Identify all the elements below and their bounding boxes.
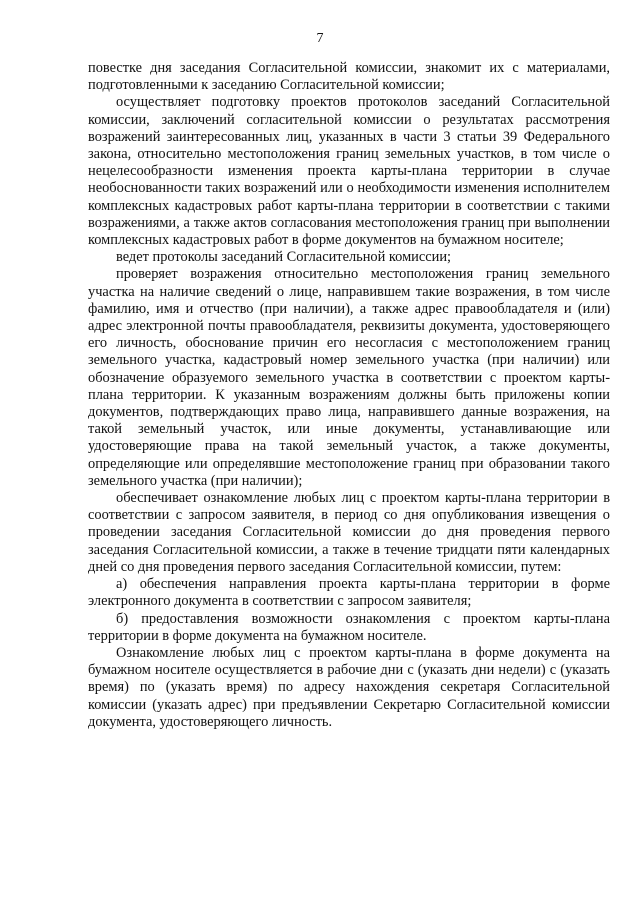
page-number: 7 bbox=[316, 31, 324, 46]
paragraph: б) предоставления возможности ознакомления с проектом карты-плана территории в форме документа на бумажном носителе. bbox=[88, 610, 610, 644]
document-body bbox=[88, 60, 610, 731]
paragraph: а) обеспечения направления проекта карты-плана территории в форме электронного документа в соответствии с запросом заявителя; bbox=[88, 576, 610, 610]
paragraph: проверяет возражения относительно местоположения границ земельного участка на наличие сведений о лице, направившем такие возражения, в том числе фамилию, имя и отчество (при наличии), а также адрес правообладателя и (или) адрес электронной почты правообладателя, реквизиты документа, удостоверяющего его личность, обоснование причин его несогласия с местоположением границ земельного участка, кадастровый номер земельного участка (при наличии) или обозначение образуемого земельного участка в соответствии с проектом карты-плана территории. К указанным возражениям должны быть приложены копии документов, подтверждающих право лица, направившего данные возражения, на такой земельный участок, или иные документы, устанавливающие или удостоверяющие права на такой земельный участок, а также документы, определяющие или определявшие местоположение границ при образовании такого земельного участка (при наличии); bbox=[88, 266, 610, 489]
paragraph: обеспечивает ознакомление любых лиц с проектом карты-плана территории в соответствии с запросом заявителя, в период со дня опубликования извещения о проведении заседания Согласительной комиссии до дня проведения первого заседания Согласительной комиссии, а также в течение тридцати пяти календарных дней со дня проведения первого заседания Согласительной комиссии, путем: bbox=[88, 490, 610, 575]
paragraph-continuation: повестке дня заседания Согласительной комиссии, знакомит их с материалами, подготовленными к заседанию Согласительной комиссии; bbox=[88, 60, 610, 94]
paragraph: ведет протоколы заседаний Согласительной комиссии; bbox=[116, 249, 452, 266]
paragraph: осуществляет подготовку проектов протоколов заседаний Согласительной комиссии, заключений согласительной комиссии о результатах рассмотрения возражений заинтересованных лиц, указанных в части 3 статьи 39 Федерального закона, относительно местоположения границ земельных участков, в том числе о нецелесообразности изменения проекта карты-плана территории в случае необоснованности таких возражений или о необходимости изменения исполнителем комплексных кадастровых работ карты-плана территории в соответствии с такими возражениями, а также актов согласования местоположения границ при выполнении комплексных кадастровых работ в форме документов на бумажном носителе; bbox=[88, 94, 610, 249]
paragraph: Ознакомление любых лиц с проектом карты-плана в форме документа на бумажном носителе осуществляется в рабочие дни с (указать дни недели) с (указать время) по (указать время) по адресу нахождения секретаря Согласительной комиссии (указать адрес) при предъявлении Секретарю Согласительной комиссии документа, удостоверяющего личность. bbox=[88, 644, 610, 730]
